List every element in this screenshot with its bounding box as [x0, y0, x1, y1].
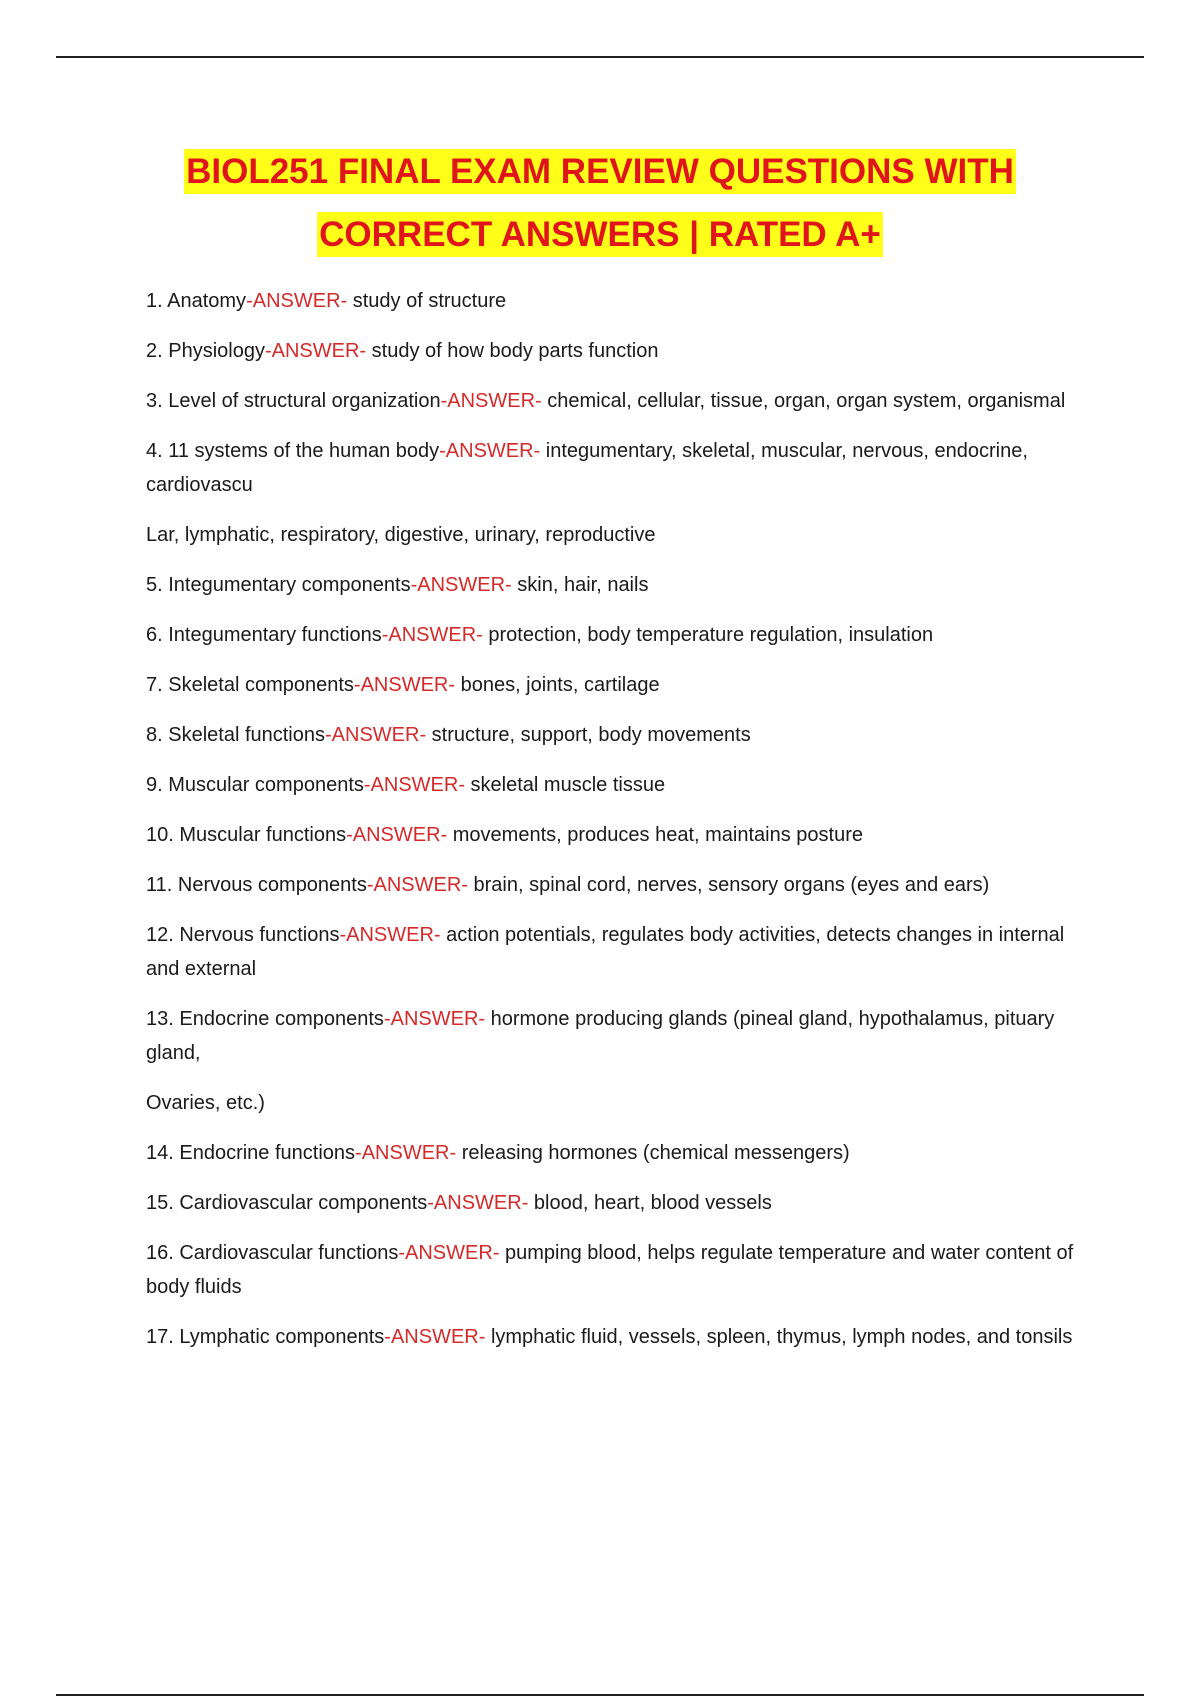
- question: 1. Anatomy: [146, 290, 247, 312]
- answer: chemical, cellular, tissue, organ, organ system, organismal: [541, 390, 1066, 412]
- qa-item-3: [146, 384, 1086, 418]
- answer: blood, heart, blood vessels: [528, 1192, 772, 1214]
- answer-marker: -ANSWER-: [264, 340, 367, 362]
- answer: skeletal muscle tissue: [465, 774, 666, 796]
- page-title: [100, 140, 1100, 266]
- question: 17. Lymphatic components: [146, 1326, 385, 1348]
- qa-item-17: [146, 1320, 1086, 1354]
- answer-marker: -ANSWER-: [427, 1192, 529, 1214]
- question: 11. Nervous components: [146, 874, 367, 896]
- qa-item-continuation: [146, 518, 1086, 552]
- qa-item-15: [146, 1186, 1086, 1220]
- answer-marker: -ANSWER-: [381, 624, 483, 646]
- question: 14. Endocrine functions: [146, 1142, 356, 1164]
- question: 5. Integumentary components: [146, 574, 411, 596]
- answer: integumentary, skeletal, muscular, nervous, endocrine, cardiovascu: [146, 440, 1028, 496]
- answer: action potentials, regulates body activities, detects changes in internal and external: [146, 924, 1065, 980]
- answer: brain, spinal cord, nerves, sensory organs (eyes and ears): [467, 874, 990, 896]
- qa-item-13: [146, 1002, 1086, 1070]
- answer: study of how body parts function: [366, 340, 659, 362]
- qa-item-5: [146, 568, 1086, 602]
- question: 8. Skeletal functions: [146, 724, 325, 746]
- answer-marker: -ANSWER-: [398, 1242, 500, 1264]
- answer-marker: -ANSWER-: [355, 1142, 457, 1164]
- question: 2. Physiology: [146, 340, 265, 362]
- qa-item-2: [146, 334, 1086, 368]
- answer: structure, support, body movements: [426, 724, 751, 746]
- qa-item-4: [146, 434, 1086, 502]
- answer-marker: -ANSWER-: [246, 290, 348, 312]
- answer: study of structure: [347, 290, 507, 312]
- question: 6. Integumentary functions: [146, 624, 382, 646]
- qa-item-12: [146, 918, 1086, 986]
- question: 12. Nervous functions: [146, 924, 340, 946]
- answer: pumping blood, helps regulate temperature and water content of body fluids: [146, 1242, 1074, 1298]
- qa-item-1: [146, 284, 1086, 318]
- answer: skin, hair, nails: [511, 574, 649, 596]
- qa-item-9: [146, 768, 1086, 802]
- answer: bones, joints, cartilage: [455, 674, 660, 696]
- question: 16. Cardiovascular functions: [146, 1242, 399, 1264]
- question: 10. Muscular functions: [146, 824, 347, 846]
- question: 9. Muscular components: [146, 774, 364, 796]
- top-divider: [56, 56, 1144, 58]
- answer-marker: -ANSWER-: [346, 824, 448, 846]
- answer-marker: -ANSWER-: [325, 724, 427, 746]
- answer-marker: -ANSWER-: [353, 674, 456, 696]
- qa-item-11: [146, 868, 1086, 902]
- qa-item-7: [146, 668, 1086, 702]
- question: 4. 11 systems of the human body: [146, 440, 440, 462]
- qa-item-8: [146, 718, 1086, 752]
- answer: lymphatic fluid, vessels, spleen, thymus, lymph nodes, and tonsils: [485, 1326, 1073, 1348]
- answer-marker: -ANSWER-: [383, 1008, 486, 1030]
- answer-marker: -ANSWER-: [363, 774, 465, 796]
- question: 13. Endocrine components: [146, 1008, 384, 1030]
- answer-marker: -ANSWER-: [366, 874, 468, 896]
- answer: movements, produces heat, maintains posture: [447, 824, 863, 846]
- qa-item-continuation: [146, 1086, 1086, 1120]
- question: 15. Cardiovascular components: [146, 1192, 428, 1214]
- continuation-text: Ovaries, etc.): [146, 1092, 265, 1114]
- qa-item-6: [146, 618, 1086, 652]
- answer-marker: -ANSWER-: [339, 924, 441, 946]
- qa-item-16: [146, 1236, 1086, 1304]
- title-line-2: CORRECT ANSWERS | RATED A+: [317, 212, 883, 257]
- answer: protection, body temperature regulation, insulation: [482, 624, 934, 646]
- answer: hormone producing glands (pineal gland, hypothalamus, pituary gland,: [146, 1008, 1055, 1064]
- continuation-text: Lar, lymphatic, respiratory, digestive, urinary, reproductive: [146, 524, 656, 546]
- qa-item-14: [146, 1136, 1086, 1170]
- answer: releasing hormones (chemical messengers): [456, 1142, 850, 1164]
- answer-marker: -ANSWER-: [410, 574, 512, 596]
- question: 3. Level of structural organization: [146, 390, 441, 412]
- answer-marker: -ANSWER-: [440, 390, 542, 412]
- answer-marker: -ANSWER-: [384, 1326, 486, 1348]
- answer-marker: -ANSWER-: [439, 440, 541, 462]
- qa-list: [146, 284, 1086, 1370]
- title-line-1: BIOL251 FINAL EXAM REVIEW QUESTIONS WITH: [184, 149, 1016, 194]
- qa-item-10: [146, 818, 1086, 852]
- bottom-divider: [56, 1694, 1144, 1696]
- question: 7. Skeletal components: [146, 674, 354, 696]
